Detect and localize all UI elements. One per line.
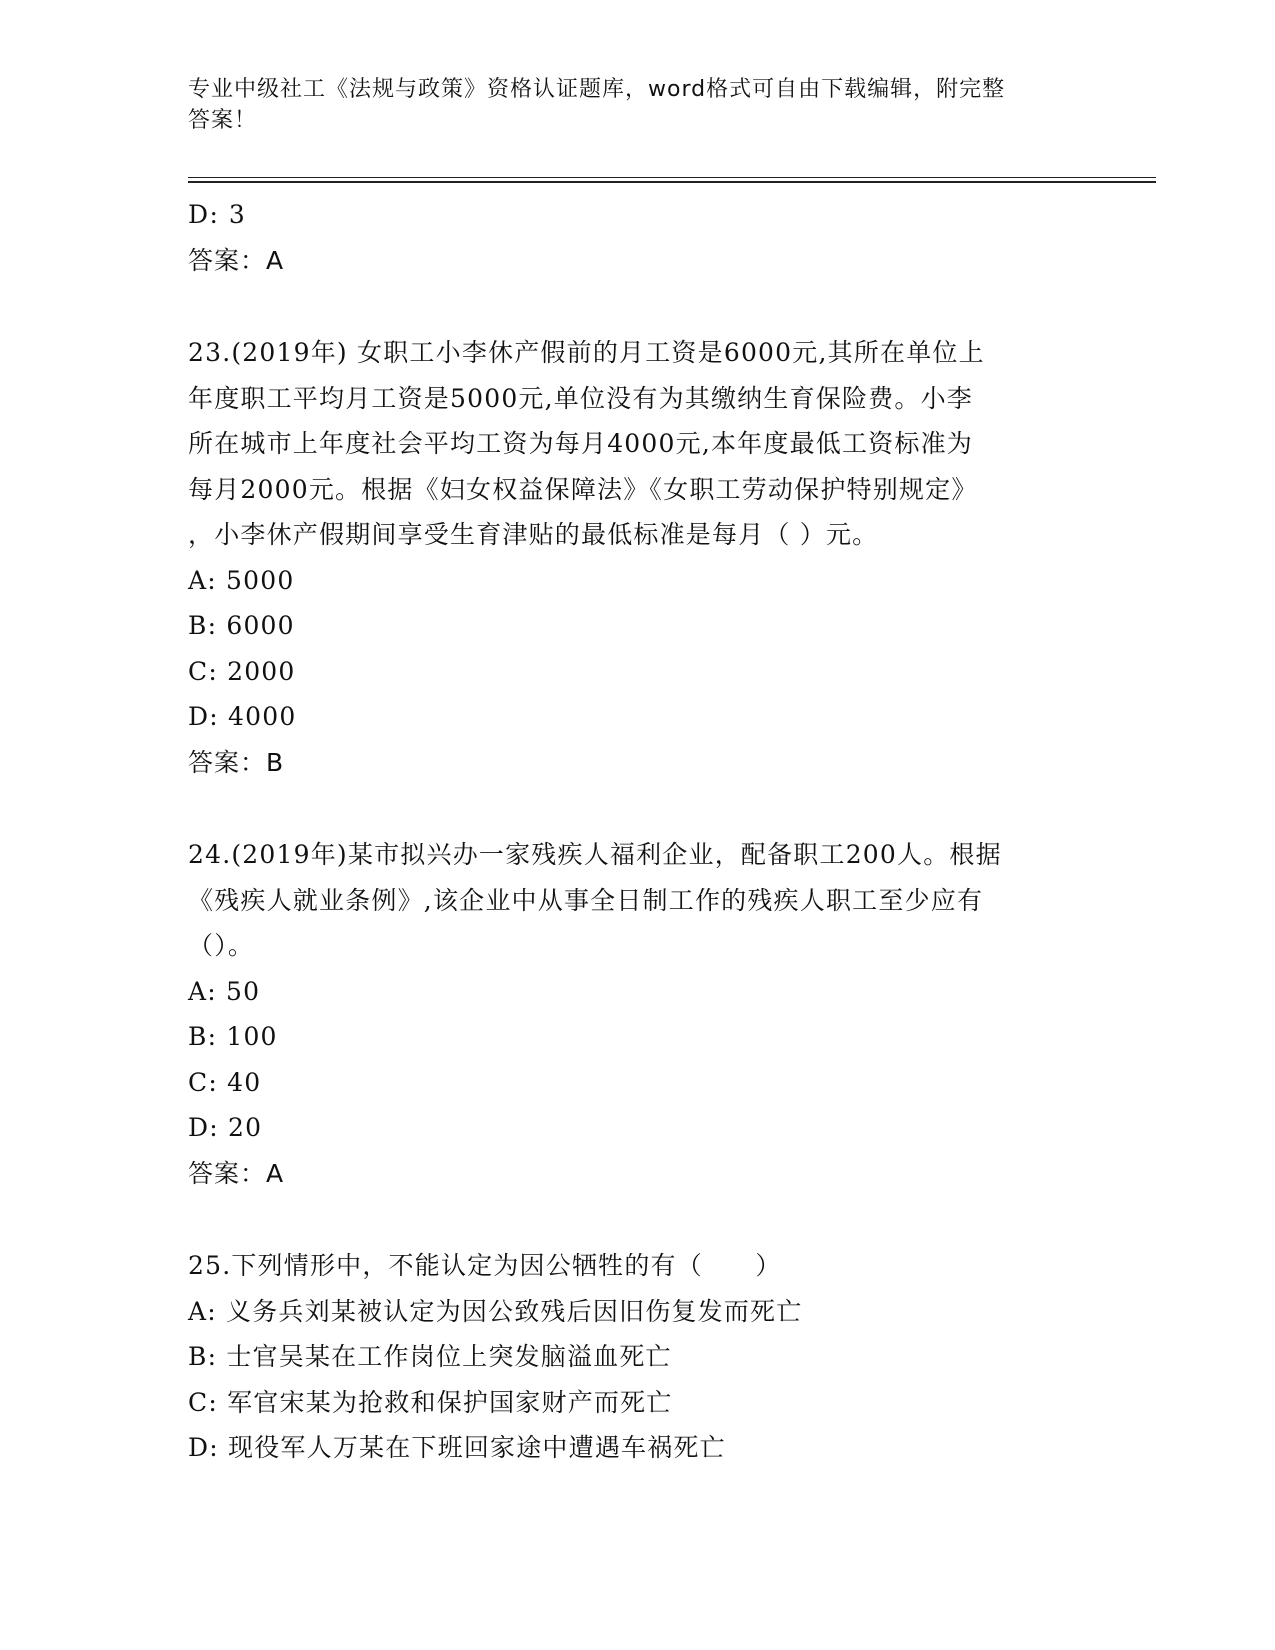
question-23-line: 所在城市上年度社会平均工资为每月4000元,本年度最低工资标准为 — [188, 429, 973, 458]
prev-option-d: D: 3 — [188, 200, 247, 229]
question-23-option-c: C: 2000 — [188, 656, 296, 686]
prev-answer: 答案：A — [188, 245, 285, 275]
question-24-line: 24.(2019年)某市拟兴办一家残疾人福利企业，配备职工200人。根据 — [188, 840, 1002, 869]
question-24-answer: 答案：A — [188, 1158, 285, 1188]
header-line-1: 专业中级社工《法规与政策》资格认证题库，word格式可自由下载编辑，附完整 — [188, 77, 1006, 102]
header-divider-top — [188, 177, 1156, 178]
spacer — [188, 785, 1088, 832]
question-23-line: 23.(2019年) 女职工小李休产假前的月工资是6000元,其所在单位上 — [188, 338, 985, 367]
question-24-option-c: C: 40 — [188, 1067, 262, 1097]
question-23-option-d: D: 4000 — [188, 702, 297, 731]
question-23-line: ，小李休产假期间享受生育津贴的最低标准是每月（ ）元。 — [188, 520, 879, 549]
question-25-option-d: D: 现役军人万某在下班回家途中遭遇车祸死亡 — [188, 1433, 726, 1462]
spacer — [188, 1196, 1088, 1243]
question-23 — [188, 330, 1088, 785]
header-divider-bottom — [188, 181, 1156, 183]
question-25 — [188, 1243, 1088, 1471]
question-24 — [188, 832, 1088, 1196]
question-25-option-c: C: 军官宋某为抢救和保护国家财产而死亡 — [188, 1387, 673, 1417]
question-23-line: 年度职工平均月工资是5000元,单位没有为其缴纳生育保险费。小李 — [188, 383, 973, 413]
question-23-line: 每月2000元。根据《妇女权益保障法》《女职工劳动保护特别规定》 — [188, 474, 978, 504]
question-23-answer: 答案：B — [188, 747, 285, 777]
question-24-line: 《残疾人就业条例》,该企业中从事全日制工作的残疾人职工至少应有 — [188, 885, 984, 915]
page-header — [188, 74, 1068, 136]
spacer — [188, 283, 1088, 330]
question-24-line: （）。 — [188, 931, 255, 960]
question-24-option-a: A: 50 — [188, 976, 261, 1006]
question-25-option-a: A: 义务兵刘某被认定为因公致残后因旧伤复发而死亡 — [188, 1296, 803, 1326]
question-25-line: 25.下列情形中，不能认定为因公牺牲的有（ ） — [188, 1251, 782, 1280]
question-content — [188, 192, 1088, 1471]
question-23-option-a: A: 5000 — [188, 565, 295, 595]
question-23-option-b: B: 6000 — [188, 611, 295, 640]
header-line-2: 答案！ — [188, 108, 258, 133]
question-24-option-b: B: 100 — [188, 1022, 278, 1051]
question-25-option-b: B: 士官吴某在工作岗位上突发脑溢血死亡 — [188, 1342, 672, 1371]
question-24-option-d: D: 20 — [188, 1113, 263, 1142]
